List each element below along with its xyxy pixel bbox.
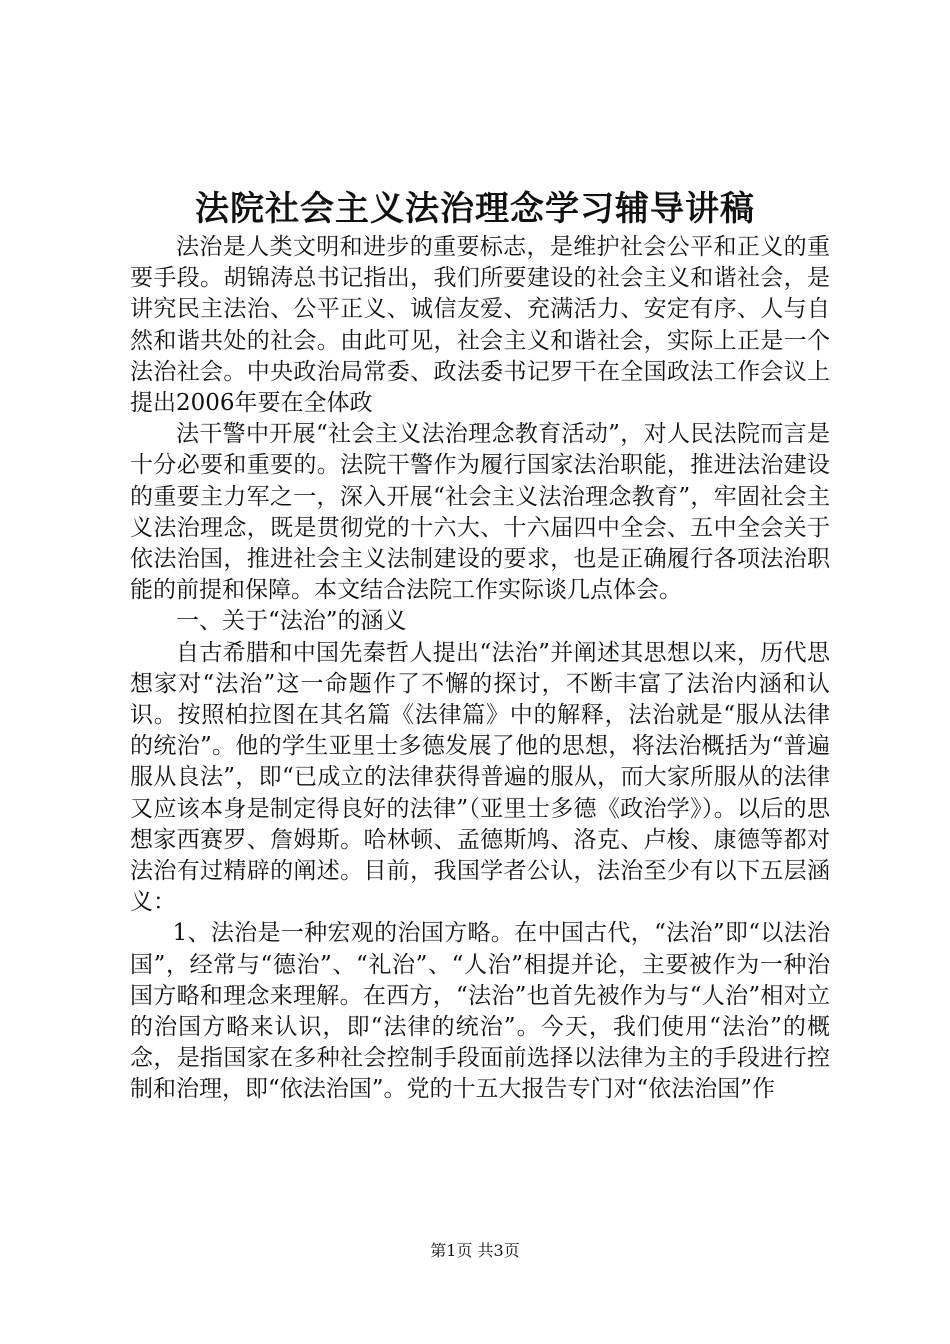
paragraph-intro: 法治是人类文明和进步的重要标志，是维护社会公平和正义的重要手段。胡锦涛总书记指出，我们所要建设的社会主义和谐社会，是讲究民主法治、公平正义、诚信友爱、充满活力、安定有序、人与自然和谐共处的社会。由此可见，社会主义和谐社会，实际上正是一个法治社会。中央政治局常委、政法委书记罗干在全国政法工作会议上提出2006年要在全体政: [130, 234, 830, 417]
section-heading: 一、关于“法治”的涵义: [176, 608, 407, 635]
paragraph-point-1: 1、法治是一种宏观的治国方略。在中国古代，“法治”即“以法治国”，经常与“德治”、“礼治”、“人治”相提并论，主要被作为一种治国方略和理念来理解。在西方，“法治”也首先被作为与“人治”相对立的治国方略来认识，即“法律的统治”。今天，我们使用“法治”的概念，是指国家在多种社会控制手段面前选择以法律为主的手段进行控制和治理，即“依法治国”。党的十五大报告专门对“依法治国”作: [130, 920, 830, 1103]
document-title: 法院社会主义法治理念学习辅导讲稿: [195, 189, 755, 229]
paragraph-continuation: 法干警中开展“社会主义法治理念教育活动”，对人民法院而言是十分必要和重要的。法院干警作为履行国家法治职能，推进法治建设的重要主力军之一，深入开展“社会主义法治理念教育”，牢固社会主义法治理念，既是贯彻党的十六大、十六届四中全会、五中全会关于依法治国，推进社会主义法制建设的要求，也是正确履行各项法治职能的前提和保障。本文结合法院工作实际谈几点体会。: [130, 421, 830, 604]
document-body: [130, 232, 830, 1106]
page-footer: 第1页 共3页: [430, 1241, 520, 1260]
paragraph-history: 自古希腊和中国先秦哲人提出“法治”并阐述其思想以来，历代思想家对“法治”这一命题作了不懈的探讨，不断丰富了法治内涵和认识。按照柏拉图在其名篇《法律篇》中的解释，法治就是“服从法律的统治”。他的学生亚里士多德发展了他的思想，将法治概括为“普遍服从良法”，即“已成立的法律获得普遍的服从，而大家所服从的法律又应该本身是制定得良好的法律”（亚里士多德《政治学》）。以后的思想家西赛罗、詹姆斯。哈林顿、孟德斯鸠、洛克、卢梭、康德等都对法治有过精辟的阐述。目前，我国学者公认，法治至少有以下五层涵义：: [130, 639, 830, 916]
